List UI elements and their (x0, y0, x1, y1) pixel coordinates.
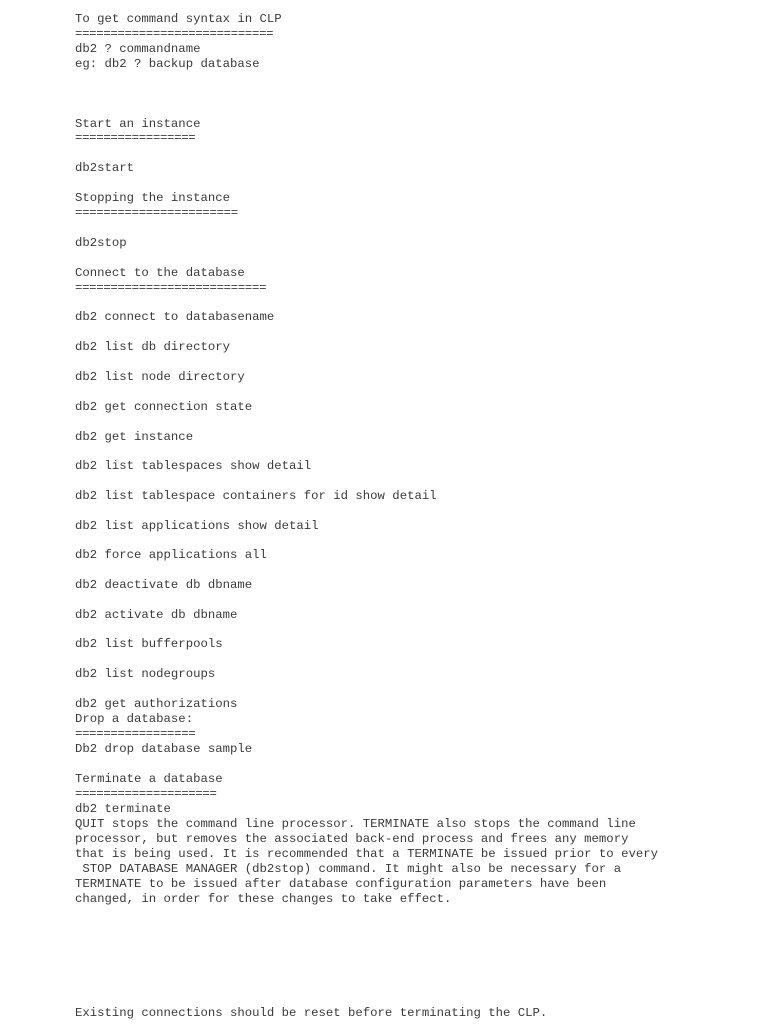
stop-command: db2stop (75, 236, 127, 250)
command-line: db2 list bufferpools (75, 637, 223, 651)
syntax-underline: ============================ (75, 27, 274, 41)
syntax-line: db2 ? commandname (75, 42, 201, 56)
command-line: db2 list nodegroups (75, 667, 216, 681)
command-line: db2 activate db dbname (75, 608, 238, 622)
stop-heading: Stopping the instance (75, 191, 230, 205)
syntax-example: eg: db2 ? backup database (75, 57, 260, 71)
terminate-command: db2 terminate (75, 802, 171, 816)
command-line: db2 deactivate db dbname (75, 578, 253, 592)
command-line: db2 list applications show detail (75, 519, 319, 533)
drop-underline: ================= (75, 727, 196, 741)
terminate-heading: Terminate a database (75, 772, 223, 786)
terminate-paragraph-line: TERMINATE to be issued after database configuration parameters have been (75, 877, 607, 891)
drop-command: Db2 drop database sample (75, 742, 253, 756)
terminate-paragraph-line: QUIT stops the command line processor. TERMINATE also stops the command line (75, 817, 636, 831)
command-line: db2 list db directory (75, 340, 230, 354)
terminate-paragraph-line: processor, but removes the associated back-end process and frees any memory (75, 832, 629, 846)
terminate-paragraph-line: changed, in order for these changes to take effect. (75, 892, 452, 906)
start-underline: ================= (75, 131, 196, 145)
command-line: db2 connect to databasename (75, 310, 275, 324)
syntax-heading: To get command syntax in CLP (75, 12, 282, 26)
command-line: db2 get instance (75, 430, 194, 444)
terminate-note: Existing connections should be reset before terminating the CLP. (75, 1006, 548, 1020)
terminate-paragraph-line: that is being used. It is recommended that a TERMINATE be issued prior to every (75, 847, 658, 861)
command-line: db2 get authorizations (75, 697, 238, 711)
stop-underline: ======================= (75, 206, 238, 220)
command-line: db2 force applications all (75, 548, 267, 562)
command-line: db2 get connection state (75, 400, 253, 414)
connect-underline: =========================== (75, 281, 267, 295)
command-line: db2 list tablespaces show detail (75, 459, 312, 473)
start-command: db2start (75, 161, 135, 175)
connect-heading: Connect to the database (75, 266, 245, 280)
command-line: db2 list node directory (75, 370, 245, 384)
drop-heading: Drop a database: (75, 712, 194, 726)
command-line: db2 list tablespace containers for id show detail (75, 489, 437, 503)
terminate-underline: ==================== (75, 787, 217, 801)
terminate-paragraph-line: STOP DATABASE MANAGER (db2stop) command. It might also be necessary for a (75, 862, 622, 876)
start-heading: Start an instance (75, 117, 201, 131)
